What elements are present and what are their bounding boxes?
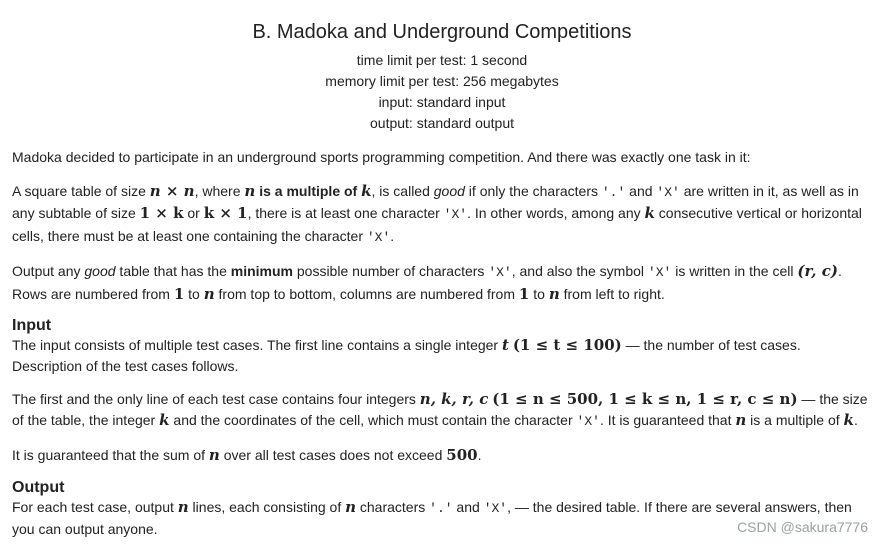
text-span: are written in it, as well as in any subtable of size [12, 182, 859, 221]
code-span: '.' [429, 500, 453, 516]
math-span: t [502, 336, 509, 354]
math-span: n [548, 284, 560, 303]
text-span: , — the desired table. If there are several answers, then you can output anyone. [12, 498, 852, 537]
text-span: , where [194, 182, 245, 199]
problem-title: B. Madoka and Underground Competitions [252, 21, 632, 43]
math-span: 1 [518, 284, 530, 303]
text-span: The input consists of multiple test cases. The first line contains a single integer [12, 337, 502, 353]
text-span: Output any [12, 263, 85, 279]
output-file: output: standard output [370, 115, 514, 131]
legend-paragraph-3 [12, 261, 872, 304]
code-span: 'X' [443, 207, 468, 222]
text-span: . In other words, among any [467, 205, 645, 221]
code-span: 'X' [576, 413, 600, 429]
text-span: — the size of the table, the integer [12, 391, 868, 428]
problem-statement [12, 0, 872, 540]
math-span: n × n [149, 181, 195, 200]
output-section-title: Output [12, 478, 65, 496]
code-span: 'X' [488, 265, 512, 280]
legend-paragraph-2 [12, 181, 872, 249]
code-span: '.' [601, 184, 626, 200]
legend-paragraph-1: Madoka decided to participate in an underground sports programming competition. And there was exactly one task in it: [12, 149, 751, 165]
text-span: and [625, 182, 657, 199]
math-span: n, k, r, c [419, 390, 489, 408]
watermark: CSDN @sakura7776 [737, 519, 868, 535]
text-span: from left to right. [559, 285, 665, 302]
legend [12, 147, 872, 304]
math-span: 1 [173, 284, 185, 303]
text-span: , there is at least one character [247, 205, 444, 221]
limits-block [12, 50, 872, 134]
text-span: . It is guaranteed that [599, 411, 736, 428]
code-span: 'X' [647, 265, 672, 280]
text-span: , is called [371, 182, 434, 199]
math-span: n [735, 410, 747, 429]
text-span: . Rows are numbered from [12, 263, 842, 302]
math-span: k [644, 204, 655, 222]
code-span: 'X' [656, 184, 680, 200]
memory-limit: memory limit per test: 256 megabytes [325, 73, 559, 89]
text-span: For each test case, output [12, 498, 178, 515]
math-span: 1 × k [139, 204, 184, 222]
bold-text-span: is a multiple of [255, 182, 362, 199]
text-span: to [184, 285, 204, 302]
text-span: to [529, 285, 549, 302]
text-span: and the coordinates of the cell, which must contain the character [169, 411, 577, 428]
text-span: It is guaranteed that the sum of [12, 447, 209, 463]
text-span: consecutive vertical or horizontal cells, there must be at least one containing the character [12, 205, 862, 244]
input-specification [12, 317, 872, 466]
text-span: from top to bottom, columns are numbered from [214, 285, 519, 302]
input-paragraph-1 [12, 335, 872, 376]
text-span: . [853, 411, 858, 428]
math-span: n [345, 497, 356, 516]
text-span: lines, each consisting of [188, 498, 346, 515]
text-span: characters [356, 498, 430, 515]
math-span: k × 1 [203, 204, 248, 222]
text-span: — the number of test cases. Description of the test cases follows. [12, 337, 801, 374]
text-span: over all test cases does not exceed [219, 447, 447, 463]
text-span: is written in the cell [671, 263, 798, 279]
math-span: n [177, 497, 189, 516]
text-span: and [452, 498, 484, 515]
time-limit: time limit per test: 1 second [356, 52, 528, 68]
code-span: 'X' [483, 500, 508, 516]
italic-good: good [433, 182, 465, 199]
code-span: 'X' [366, 229, 391, 245]
input-file: input: standard input [378, 94, 506, 110]
math-span: (r, c) [797, 262, 838, 280]
math-span: (1 ≤ t ≤ 100) [512, 336, 622, 354]
text-span: . [477, 447, 482, 463]
text-span: if only the characters [464, 182, 602, 199]
math-span: k [843, 410, 854, 429]
input-paragraph-2 [12, 389, 872, 432]
math-span: k [361, 181, 372, 200]
math-span: 500 [446, 446, 478, 464]
text-span: A square table of size [12, 182, 150, 199]
text-span: is a multiple of [746, 411, 844, 428]
math-span: n [244, 181, 256, 200]
input-paragraph-3 [12, 445, 872, 466]
italic-good: good [84, 263, 116, 279]
math-span: (1 ≤ n ≤ 500, 1 ≤ k ≤ n, 1 ≤ r, c ≤ n) [492, 390, 798, 408]
text-span: , and also the symbol [511, 263, 648, 279]
bold-minimum: minimum [230, 263, 293, 279]
math-span: n [208, 446, 220, 464]
text-span: possible number of characters [292, 263, 489, 279]
problem-header [12, 0, 872, 134]
text-span: or [183, 205, 204, 221]
text-span: . [390, 227, 395, 244]
input-section-title: Input [12, 317, 52, 334]
math-span: n [203, 284, 215, 303]
text-span: The first and the only line of each test case contains four integers [12, 391, 420, 407]
math-span: k [159, 410, 170, 429]
text-span: table that has the [115, 263, 231, 279]
